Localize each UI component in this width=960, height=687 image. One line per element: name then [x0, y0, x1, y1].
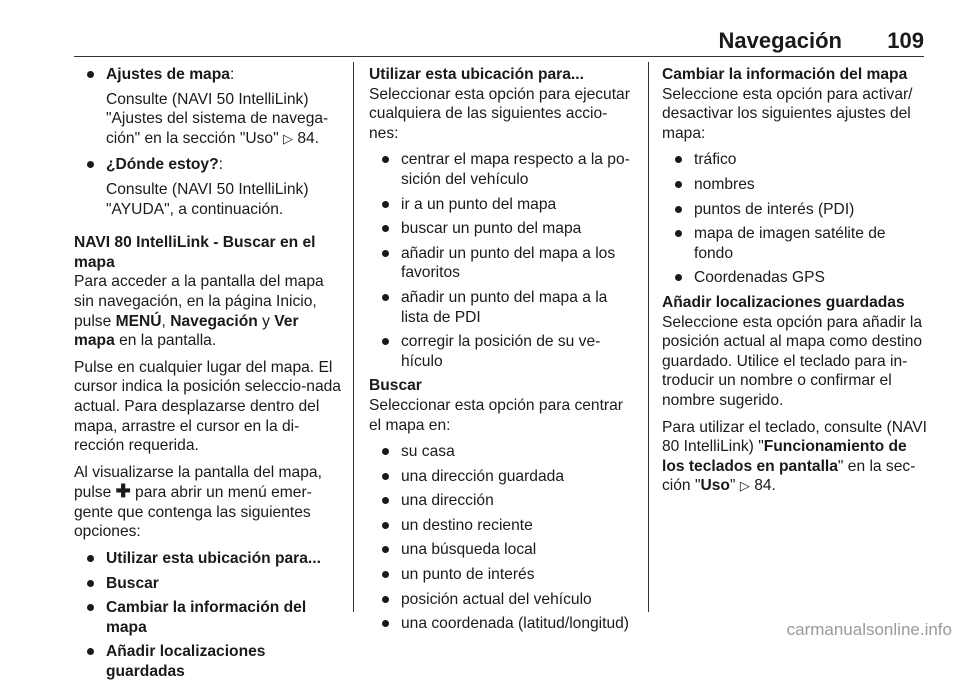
keyboard-keyword: Funcionamiento de los teclados en pantalla	[662, 438, 907, 475]
section-heading: Utilizar esta ubicación para...	[369, 66, 584, 83]
list-item: posición actual del vehículo	[369, 590, 635, 610]
paragraph	[74, 272, 342, 350]
list-item: Añadir localizaciones guardadas	[74, 642, 342, 681]
map-settings-title: Ajustes de mapa	[106, 66, 230, 83]
list-item: un destino reciente	[369, 516, 635, 536]
paragraph: Seleccione esta opción para activar/ desactivar los siguientes ajustes del mapa:	[662, 85, 913, 142]
page-ref-icon: ▷	[282, 130, 293, 146]
section-heading: Cambiar la información del mapa	[662, 66, 908, 83]
paragraph: Seleccionar esta opción para centrar el mapa en:	[369, 396, 623, 434]
list-item: añadir un punto del mapa a la lista de PDI	[369, 288, 635, 327]
list-item: una dirección guardada	[369, 467, 635, 487]
page-ref: 84.	[754, 477, 776, 495]
paragraph	[662, 418, 928, 496]
settings-list	[74, 65, 342, 85]
menu-keyword: MENÚ	[115, 312, 162, 330]
section-heading: Buscar	[369, 377, 422, 395]
paragraph: Seleccionar esta opción para ejecutar cualquiera de las siguientes accio-nes:	[369, 85, 630, 142]
column-divider-2	[648, 62, 649, 612]
paragraph-text: Consulte (NAVI 50 IntelliLink) "Ajustes del sistema de navega-ción" en la sección "Uso"	[106, 90, 329, 147]
list-item: mapa de imagen satélite de fondo	[662, 224, 928, 263]
page-ref: 84.	[297, 129, 320, 147]
list-item: buscar un punto del mapa	[369, 219, 635, 239]
page-ref-icon: ▷	[739, 478, 750, 494]
colon: :	[218, 156, 223, 174]
page-number: 109	[887, 28, 924, 53]
map-settings-text	[74, 90, 342, 149]
where-am-i-text: Consulte (NAVI 50 IntelliLink) "AYUDA", a continuación.	[106, 180, 309, 218]
list-item: una coordenada (latitud/longitud)	[369, 614, 635, 634]
text: " en la sec-ción "	[662, 457, 916, 495]
text: Para utilizar el teclado, consulte (NAVI 80 IntelliLink) "	[662, 418, 927, 456]
view-map-keyword: Ver mapa	[74, 312, 299, 350]
list-item: nombres	[662, 175, 928, 195]
plus-icon: ✚	[115, 481, 131, 502]
list-item	[74, 65, 342, 85]
list-item: añadir un punto del mapa a los favoritos	[369, 244, 635, 283]
list-item: ir a un punto del mapa	[369, 195, 635, 215]
nav-keyword: Navegación	[170, 312, 258, 330]
paragraph: Pulse en cualquier lugar del mapa. El cursor indica la posición seleccio-nada actual. Para desplazarse dentro del mapa, arrastre el cursor en la di-rección requerida.	[74, 358, 341, 455]
list-item	[74, 155, 342, 175]
paragraph	[74, 463, 342, 542]
watermark: carmanualsonline.info	[786, 620, 952, 639]
list-item: Cambiar la información del mapa	[74, 598, 342, 637]
list-item: su casa	[369, 442, 635, 462]
list-item: una dirección	[369, 491, 635, 511]
section-heading: NAVI 80 IntelliLink - Buscar en el mapa	[74, 234, 316, 271]
list-item: Coordenadas GPS	[662, 268, 928, 288]
list-item: una búsqueda local	[369, 540, 635, 560]
map-info-list	[662, 150, 928, 288]
text: Al visualizarse la pantalla del mapa, pulse	[74, 463, 322, 502]
list-item: centrar el mapa respecto a la po-sición del vehículo	[369, 150, 635, 189]
list-item: puntos de interés (PDI)	[662, 200, 928, 220]
header-rule	[74, 56, 924, 57]
text: Para acceder a la pantalla del mapa sin navegación, en la página Inicio, pulse	[74, 273, 324, 330]
text: "	[729, 477, 736, 495]
colon: :	[229, 66, 235, 83]
actions-list	[369, 150, 635, 371]
section-heading: Añadir localizaciones guardadas	[662, 293, 905, 311]
page-header	[0, 0, 960, 58]
search-list	[369, 442, 635, 634]
list-item: Buscar	[74, 574, 342, 594]
paragraph: Seleccione esta opción para añadir la posición actual al mapa como destino guardado. Utilice el teclado para in-troducir un nombre o confirmar el nombre sugerido.	[662, 313, 923, 409]
text: en la pantalla.	[114, 332, 217, 350]
column-1	[74, 65, 342, 687]
use-keyword: Uso	[700, 477, 730, 495]
page-title: Navegación	[718, 28, 842, 53]
list-item: un punto de interés	[369, 565, 635, 585]
text: y	[257, 312, 275, 330]
column-3	[662, 65, 928, 503]
where-am-i-title: ¿Dónde estoy?	[106, 156, 219, 174]
column-2	[369, 65, 635, 639]
list-item: tráfico	[662, 150, 928, 170]
text: para abrir un menú emer-gente que contenga las siguientes opciones:	[74, 484, 312, 541]
options-list	[74, 549, 342, 682]
where-am-i-list	[74, 155, 342, 175]
text: ,	[161, 312, 171, 330]
list-item: Utilizar esta ubicación para...	[74, 549, 342, 569]
column-divider-1	[353, 62, 354, 612]
list-item: corregir la posición de su ve-hículo	[369, 332, 635, 371]
